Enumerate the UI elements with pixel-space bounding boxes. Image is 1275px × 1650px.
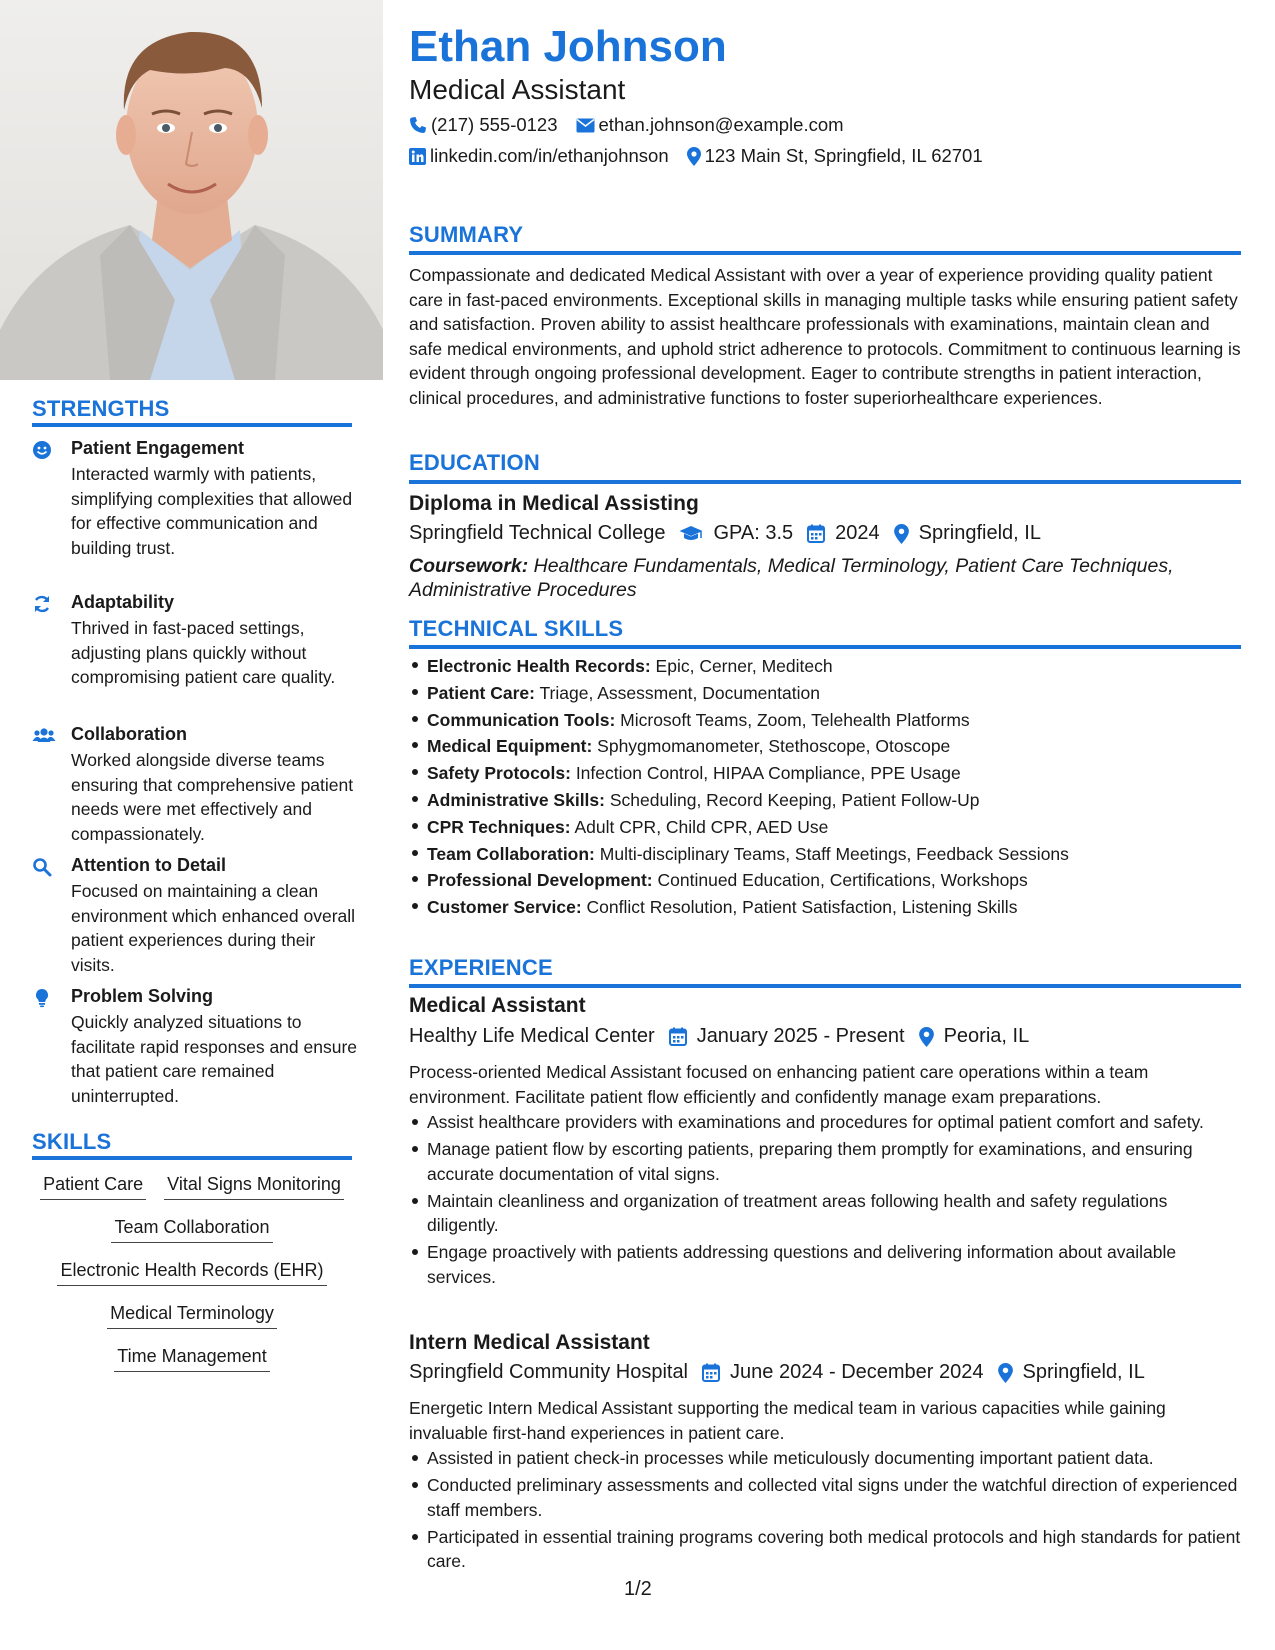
coursework-text: Healthcare Fundamentals, Medical Terminology, Patient Care Techniques, Administrative Procedures <box>409 555 1174 601</box>
envelope-icon <box>576 118 595 133</box>
skill-tags-row <box>32 1217 352 1243</box>
calendar-icon <box>669 1027 687 1046</box>
users-icon <box>32 726 54 748</box>
list-item: Maintain cleanliness and organization of treatment areas following health and safety regulations diligently. <box>409 1189 1241 1238</box>
phone-contact[interactable] <box>409 114 558 136</box>
skill-tag: Patient Care <box>40 1174 146 1200</box>
skill-tags-row <box>32 1303 352 1329</box>
job-title: Intern Medical Assistant <box>409 1331 650 1354</box>
strength-title: Attention to Detail <box>71 855 226 875</box>
strength-title: Problem Solving <box>71 986 214 1006</box>
profile-photo <box>0 0 383 380</box>
map-pin-icon <box>894 524 909 544</box>
job-summary: Energetic Intern Medical Assistant supporting the medical team in various capacities while gaining invaluable first-hand experiences in patient care. <box>409 1398 1166 1443</box>
summary-divider <box>409 251 1241 255</box>
smile-icon <box>32 440 54 462</box>
calendar-icon <box>702 1363 720 1382</box>
strength-title: Collaboration <box>71 724 187 744</box>
technical-skills-divider <box>409 645 1241 649</box>
candidate-title: Medical Assistant <box>409 74 626 105</box>
list-item: Team Collaboration: Multi-disciplinary Teams, Staff Meetings, Feedback Sessions <box>409 841 1241 868</box>
skill-tags-row <box>32 1174 352 1200</box>
location-item <box>998 1361 1145 1384</box>
address-contact <box>687 145 983 167</box>
education-divider <box>409 480 1241 484</box>
strengths-heading: STRENGTHS <box>32 396 170 421</box>
skill-tag: Electronic Health Records (EHR) <box>57 1260 326 1286</box>
lightbulb-icon <box>32 988 54 1010</box>
list-item: Assist healthcare providers with examinations and procedures for optimal patient comfort and safety. <box>409 1110 1241 1135</box>
dates-item <box>669 1025 905 1048</box>
sync-icon <box>32 594 54 616</box>
page-number: 1/2 <box>624 1578 652 1600</box>
dates-item <box>702 1361 984 1384</box>
skill-tag: Vital Signs Monitoring <box>164 1174 344 1200</box>
job-bullets <box>409 1446 1241 1576</box>
contact-line <box>409 145 1001 167</box>
sidebar <box>0 0 383 1650</box>
location-text: Springfield, IL <box>918 522 1041 544</box>
company-name: Springfield Community Hospital <box>409 1361 689 1383</box>
technical-skills-heading: TECHNICAL SKILLS <box>409 616 624 641</box>
company-name: Healthy Life Medical Center <box>409 1025 655 1047</box>
experience-divider <box>409 984 1241 988</box>
list-item: Assisted in patient check-in processes while meticulously documenting important patient data. <box>409 1446 1241 1471</box>
linkedin-icon <box>409 148 426 165</box>
address-text: 123 Main St, Springfield, IL 62701 <box>704 145 983 166</box>
location-item <box>894 522 1041 545</box>
skill-tag: Time Management <box>114 1346 269 1372</box>
coursework <box>409 554 1241 602</box>
strength-description: Worked alongside diverse teams ensuring that comprehensive patient needs were met effectively and compassionately. <box>71 750 354 844</box>
experience-heading: EXPERIENCE <box>409 955 553 980</box>
calendar-icon <box>807 524 825 543</box>
strength-description: Interacted warmly with patients, simplifying complexities that allowed for effective communication and building trust. <box>71 464 353 558</box>
list-item: Conducted preliminary assessments and collected vital signs under the watchful direction of experienced staff members. <box>409 1473 1241 1522</box>
job-title: Medical Assistant <box>409 994 586 1017</box>
linkedin-contact[interactable] <box>409 145 669 167</box>
education-meta <box>409 522 1055 545</box>
location-text: Springfield, IL <box>1022 1361 1145 1383</box>
main-content <box>409 0 1241 1650</box>
strength-description: Thrived in fast-paced settings, adjusting plans quickly without compromising patient care quality. <box>71 618 336 687</box>
degree-title: Diploma in Medical Assisting <box>409 492 699 515</box>
email-contact[interactable] <box>576 114 844 136</box>
school-name: Springfield Technical College <box>409 522 666 544</box>
location-text: Peoria, IL <box>943 1025 1030 1047</box>
job-summary: Process-oriented Medical Assistant focused on enhancing patient care operations within a team environment. Facilitate patient flow efficiently and confidently manage exam preparations. <box>409 1062 1149 1107</box>
list-item: Medical Equipment: Sphygmomanometer, Stethoscope, Otoscope <box>409 733 1241 760</box>
graduation-cap-icon <box>679 525 703 543</box>
summary-heading: SUMMARY <box>409 222 524 247</box>
strengths-divider <box>32 423 352 427</box>
email-text: ethan.johnson@example.com <box>598 114 844 135</box>
year-text: 2024 <box>835 522 880 544</box>
skills-heading: SKILLS <box>32 1129 112 1154</box>
list-item: Patient Care: Triage, Assessment, Documentation <box>409 680 1241 707</box>
contact-line <box>409 114 862 136</box>
list-item: Professional Development: Continued Education, Certifications, Workshops <box>409 867 1241 894</box>
strength-title: Patient Engagement <box>71 438 245 458</box>
list-item: Communication Tools: Microsoft Teams, Zoom, Telehealth Platforms <box>409 707 1241 734</box>
map-pin-icon <box>998 1363 1013 1383</box>
search-icon <box>32 857 54 879</box>
list-item: Safety Protocols: Infection Control, HIPAA Compliance, PPE Usage <box>409 760 1241 787</box>
list-item: Participated in essential training programs covering both medical protocols and high standards for patient care. <box>409 1525 1241 1574</box>
skill-tags-row <box>32 1346 352 1372</box>
year-item <box>807 522 880 545</box>
list-item: Electronic Health Records: Epic, Cerner, Meditech <box>409 653 1241 680</box>
coursework-label: Coursework: <box>409 555 529 577</box>
skill-tag: Team Collaboration <box>111 1217 272 1243</box>
technical-skills-list <box>409 653 1241 921</box>
map-pin-icon <box>919 1027 934 1047</box>
list-item: Manage patient flow by escorting patients, preparing them promptly for examinations, and ensuring accurate documentation of vital signs. <box>409 1137 1241 1186</box>
job-bullets <box>409 1110 1241 1292</box>
phone-icon <box>409 116 427 134</box>
strength-description: Quickly analyzed situations to facilitate rapid responses and ensure that patient care remained uninterrupted. <box>71 1012 358 1106</box>
strength-title: Adaptability <box>71 592 175 612</box>
gpa-item <box>679 522 793 545</box>
gpa-text: GPA: 3.5 <box>713 522 794 544</box>
dates-text: June 2024 - December 2024 <box>730 1361 984 1383</box>
list-item: Administrative Skills: Scheduling, Record Keeping, Patient Follow-Up <box>409 787 1241 814</box>
location-item <box>919 1025 1030 1048</box>
summary-text: Compassionate and dedicated Medical Assistant with over a year of experience providing quality patient care in fast-paced environments. Exceptional skills in managing multiple tasks while ensuring patient safety and satisfaction. Proven ability to assist healthcare professionals with examinations, maintain clean and safe medical environments, and uphold strict adherence to protocols. Commitment to continuous learning is evident through ongoing professional development. Eager to contribute strengths in patient interaction, clinical procedures, and administrative functions to foster superiorhealthcare experiences. <box>409 265 1241 408</box>
skills-divider <box>32 1156 352 1160</box>
list-item: Engage proactively with patients addressing questions and delivering information about available services. <box>409 1240 1241 1289</box>
skill-tag: Medical Terminology <box>107 1303 277 1329</box>
strength-description: Focused on maintaining a clean environment which enhanced overall patient experiences during their visits. <box>71 881 356 975</box>
skill-tags-row <box>32 1260 352 1286</box>
map-pin-icon <box>687 147 701 166</box>
list-item: Customer Service: Conflict Resolution, Patient Satisfaction, Listening Skills <box>409 894 1241 921</box>
education-heading: EDUCATION <box>409 450 540 475</box>
job-meta <box>409 1361 1159 1384</box>
phone-text: (217) 555-0123 <box>431 114 558 135</box>
dates-text: January 2025 - Present <box>696 1025 905 1047</box>
job-meta <box>409 1025 1043 1048</box>
candidate-name: Ethan Johnson <box>409 22 727 71</box>
list-item: CPR Techniques: Adult CPR, Child CPR, AED Use <box>409 814 1241 841</box>
linkedin-text: linkedin.com/in/ethanjohnson <box>430 145 669 166</box>
